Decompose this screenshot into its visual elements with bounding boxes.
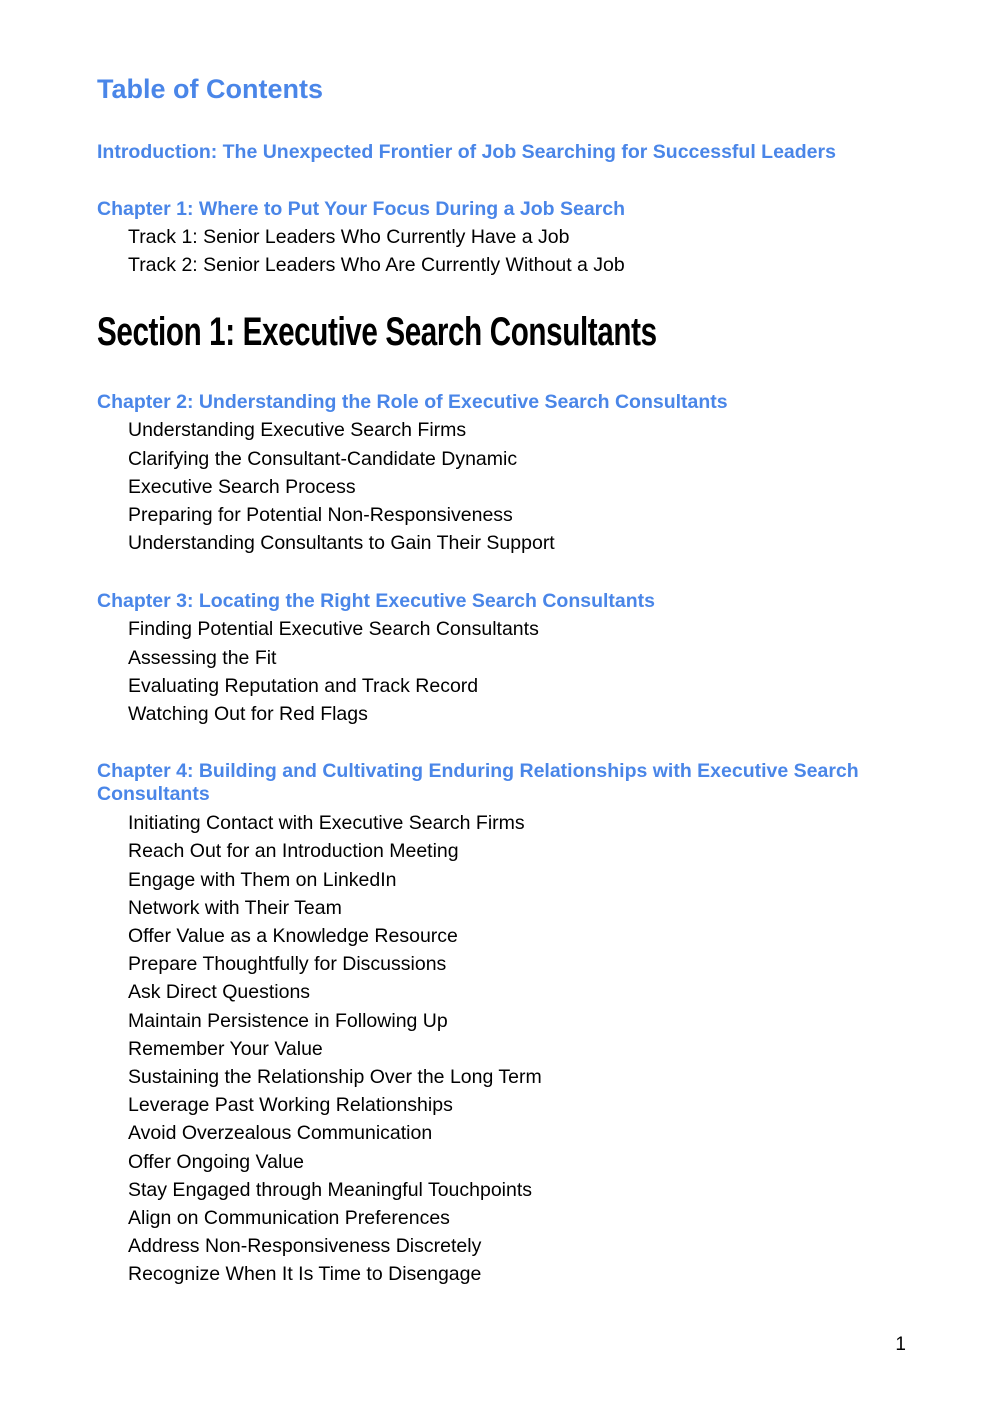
toc-item[interactable]: Finding Potential Executive Search Consultants: [128, 618, 539, 641]
toc-item[interactable]: Offer Ongoing Value: [128, 1150, 304, 1173]
chapter-2-items: [97, 416, 917, 557]
page-number: 1: [895, 1334, 906, 1355]
toc-item[interactable]: Reach Out for an Introduction Meeting: [128, 840, 459, 863]
toc-item[interactable]: Executive Search Process: [128, 475, 356, 498]
toc-item[interactable]: Align on Communication Preferences: [128, 1207, 450, 1230]
toc-item[interactable]: Understanding Executive Search Firms: [128, 419, 467, 442]
toc-item[interactable]: Stay Engaged through Meaningful Touchpoints: [128, 1178, 533, 1201]
toc-item[interactable]: Engage with Them on LinkedIn: [128, 868, 397, 891]
toc-page: [97, 72, 917, 1289]
toc-item[interactable]: Initiating Contact with Executive Search Firms: [128, 812, 525, 835]
toc-item[interactable]: Offer Value as a Knowledge Resource: [128, 925, 458, 948]
toc-item[interactable]: Ask Direct Questions: [128, 981, 311, 1004]
toc-item[interactable]: Address Non-Responsiveness Discretely: [128, 1235, 482, 1258]
toc-link-chapter-2[interactable]: Chapter 2: Understanding the Role of Executive Search Consultants: [97, 391, 728, 414]
toc-item[interactable]: Remember Your Value: [128, 1037, 323, 1060]
toc-item[interactable]: Prepare Thoughtfully for Discussions: [128, 953, 447, 976]
toc-item[interactable]: Evaluating Reputation and Track Record: [128, 674, 479, 697]
toc-link-introduction[interactable]: Introduction: The Unexpected Frontier of Job Searching for Successful Leaders: [97, 141, 836, 163]
toc-item[interactable]: Watching Out for Red Flags: [128, 703, 368, 726]
toc-item[interactable]: Maintain Persistence in Following Up: [128, 1009, 448, 1032]
toc-item[interactable]: Understanding Consultants to Gain Their Support: [128, 532, 555, 555]
chapter-1-items: [97, 223, 917, 279]
toc-title: Table of Contents: [97, 74, 323, 104]
chapter-4-items: [97, 809, 917, 1288]
toc-link-chapter-3[interactable]: Chapter 3: Locating the Right Executive Search Consultants: [97, 590, 656, 613]
toc-item[interactable]: Avoid Overzealous Communication: [128, 1122, 433, 1145]
toc-item[interactable]: Recognize When It Is Time to Disengage: [128, 1263, 482, 1286]
toc-item[interactable]: Leverage Past Working Relationships: [128, 1094, 453, 1117]
toc-link-chapter-4[interactable]: Chapter 4: Building and Cultivating Enduring Relationships with Executive Search Consultants: [97, 760, 859, 806]
section-heading: Section 1: Executive Search Consultants: [97, 310, 657, 355]
toc-item[interactable]: Sustaining the Relationship Over the Long Term: [128, 1066, 542, 1089]
toc-item[interactable]: Track 1: Senior Leaders Who Currently Have a Job: [128, 226, 570, 248]
chapter-3-items: [97, 615, 917, 728]
toc-item[interactable]: Clarifying the Consultant-Candidate Dynamic: [128, 447, 518, 470]
toc-item[interactable]: Network with Their Team: [128, 896, 342, 919]
toc-item[interactable]: Track 2: Senior Leaders Who Are Currently Without a Job: [128, 254, 625, 277]
toc-item[interactable]: Preparing for Potential Non-Responsiveness: [128, 504, 513, 527]
toc-item[interactable]: Assessing the Fit: [128, 646, 277, 669]
toc-link-chapter-1[interactable]: Chapter 1: Where to Put Your Focus During a Job Search: [97, 198, 626, 220]
